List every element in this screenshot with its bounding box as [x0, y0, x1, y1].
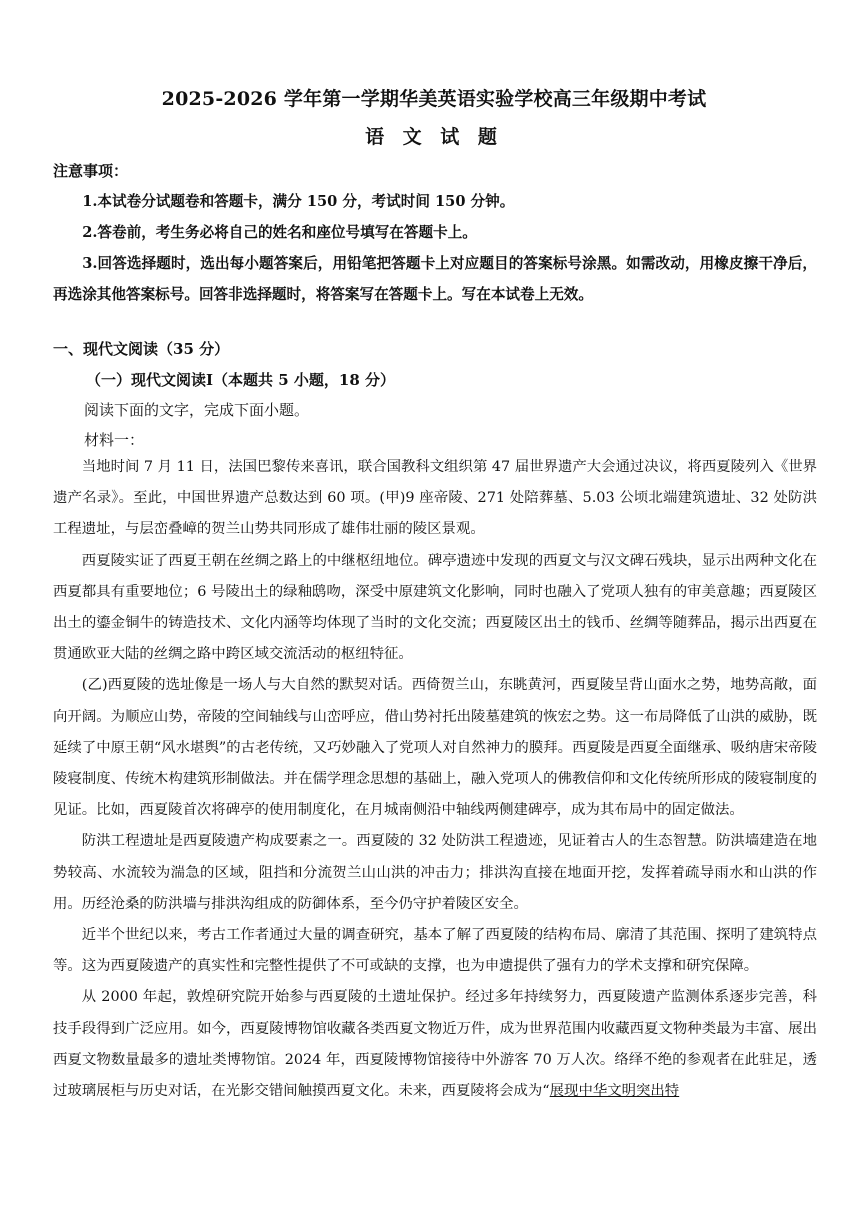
- notice-list: [53, 186, 817, 310]
- section-heading: 一、现代文阅读（35 分）: [53, 340, 230, 358]
- sub-section-heading: （一）现代文阅读Ⅰ（本题共 5 小题，18 分）: [86, 371, 395, 389]
- passage-paragraph: 近半个世纪以来，考古工作者通过大量的调查研究，基本了解了西夏陵的结构布局、廓清了其范围、探明了建筑特点等。这为西夏陵遗产的真实性和完整性提供了不可或缺的支撑，也为申遗提供了强有力的学术支撑和研究保障。: [53, 927, 817, 975]
- passage-paragraph: 西夏陵实证了西夏王朝在丝绸之路上的中继枢纽地位。碑亭遗迹中发现的西夏文与汉文碑石残块，显示出两种文化在西夏都具有重要地位；6 号陵出土的绿釉鸱吻，深受中原建筑文化影响，同时也融入了党项人独有的审美意趣；西夏陵区出土的鎏金铜牛的铸造技术、文化内涵等均体现了当时的文化交流；西夏陵区出土的钱币、丝绸等随葬品，揭示出西夏在贯通欧亚大陆的丝绸之路中跨区域交流活动的枢纽特征。: [53, 552, 817, 663]
- exam-title: 2025-2026 学年第一学期华美英语实验学校高三年级期中考试: [161, 88, 707, 110]
- material-label: 材料一：: [84, 431, 145, 449]
- passage-paragraph: (乙)西夏陵的选址像是一场人与大自然的默契对话。西倚贺兰山，东眺黄河，西夏陵呈背山面水之势，地势高敞，面向开阔。为顺应山势，帝陵的空间轴线与山峦呼应，借山势衬托出陵墓建筑的恢宏之势。这一布局降低了山洪的威胁，既延续了中原王朝“风水堪舆”的古老传统，又巧妙融入了党项人对自然神力的膜拜。西夏陵是西夏全面继承、吸纳唐宋帝陵陵寝制度、传统木构建筑形制做法。并在儒学理念思想的基础上，融入党项人的佛教信仰和文化传统所形成的陵寝制度的见证。比如，西夏陵首次将碑亭的使用制度化，在月城南侧沿中轴线两侧建碑亭，成为其布局中的固定做法。: [53, 677, 817, 819]
- last-paragraph-text: 从 2000 年起，敦煌研究院开始参与西夏陵的土遗址保护。经过多年持续努力，西夏陵遗产监测体系逐步完善，科技手段得到广泛应用。如今，西夏陵博物馆收藏各类西夏文物近万件，成为世界范围内收藏西夏文物种类最为丰富、展出西夏文物数量最多的遗址类博物馆。2024 年，西夏陵博物馆接待中外游客 70 万人次。络绎不绝的参观者在此驻足，透过玻璃展柜与历史对话，在光影交错间触摸西夏文化。未来，西夏陵将会成为“: [53, 989, 817, 1100]
- passage: [53, 452, 817, 1107]
- notice-item-2: 2.答卷前，考生务必将自己的姓名和座位号填写在答题卡上。: [82, 224, 477, 241]
- underlined-phrase: 展现中华文明突出特: [549, 1083, 680, 1100]
- notice-item-3: 3.回答选择题时，选出每小题答案后，用铅笔把答题卡上对应题目的答案标号涂黑。如需改动，用橡皮擦干净后，再选涂其他答案标号。回答非选择题时，将答案写在答题卡上。写在本试卷上无效。: [53, 255, 817, 303]
- notice-item-1: 1.本试卷分试题卷和答题卡，满分 150 分，考试时间 150 分钟。: [82, 193, 515, 210]
- passage-paragraph-last: [53, 982, 817, 1107]
- exam-subject: 语 文 试 题: [365, 126, 503, 148]
- passage-paragraph: 防洪工程遗址是西夏陵遗产构成要素之一。西夏陵的 32 处防洪工程遗迹，见证着古人的生态智慧。防洪墙建造在地势较高、水流较为湍急的区域，阻挡和分流贺兰山山洪的冲击力；排洪沟直接在地面开挖，发挥着疏导雨水和山洪的作用。历经沧桑的防洪墙与排洪沟组成的防御体系，至今仍守护着陵区安全。: [53, 833, 817, 912]
- reading-instruction: 阅读下面的文字，完成下面小题。: [84, 401, 310, 419]
- passage-paragraph: 当地时间 7 月 11 日，法国巴黎传来喜讯，联合国教科文组织第 47 届世界遗产大会通过决议，将西夏陵列入《世界遗产名录》。至此，中国世界遗产总数达到 60 项。(甲)9 座帝陵、271 处陪葬墓、5.03 公顷北端建筑遗址、32 处防洪工程遗址，与层峦叠嶂的贺兰山势共同形成了雄伟壮丽的陵区景观。: [53, 459, 817, 538]
- notice-heading: 注意事项：: [53, 162, 129, 180]
